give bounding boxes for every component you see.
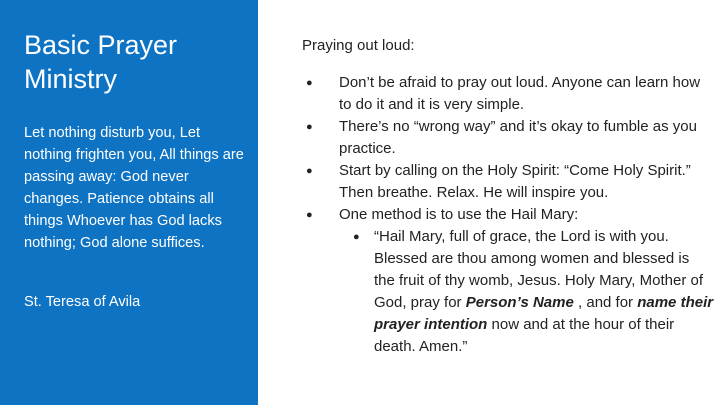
section-subheading: Praying out loud: bbox=[302, 37, 415, 54]
right-panel bbox=[258, 0, 720, 405]
list-item bbox=[306, 160, 714, 204]
list-item bbox=[306, 204, 714, 358]
prayer-text-part-3: now and at the hour of their death. Amen.” bbox=[374, 316, 675, 355]
sub-bullet-list bbox=[339, 226, 714, 358]
left-panel bbox=[0, 0, 258, 405]
quote-attribution: St. Teresa of Avila bbox=[24, 294, 141, 310]
bullet-icon: ● bbox=[306, 209, 313, 221]
bullet-icon: ● bbox=[306, 121, 313, 133]
person-name-placeholder: Person’s Name bbox=[465, 294, 574, 311]
prayer-intention-placeholder: name their prayer intention bbox=[374, 294, 714, 333]
prayer-text-part-2: , and for bbox=[573, 294, 638, 311]
prayer-text-part-1: “Hail Mary, full of grace, the Lord is with you. Blessed are thou among women and blessed is the fruit of thy womb, Jesus. Holy Mary, Mother of God, pray for bbox=[374, 228, 704, 311]
bullet-icon: ● bbox=[353, 231, 360, 243]
bullet-icon: ● bbox=[306, 165, 313, 177]
bullet-text: Start by calling on the Holy Spirit: “Come Holy Spirit.” Then breathe. Relax. He will inspire you. bbox=[339, 162, 691, 201]
teresa-quote: Let nothing disturb you, Let nothing frighten you, All things are passing away: God never changes. Patience obtains all things Whoever has God lacks nothing; God alone suffices. bbox=[24, 125, 244, 251]
hail-mary-prayer bbox=[339, 226, 714, 358]
bullet-text: Don’t be afraid to pray out loud. Anyone can learn how to do it and it is very simple. bbox=[339, 74, 701, 113]
bullet-list bbox=[306, 72, 714, 358]
bullet-icon: ● bbox=[306, 77, 313, 89]
title-line-1: Basic Prayer bbox=[24, 30, 178, 60]
title-line-2: Ministry bbox=[24, 64, 117, 94]
list-item bbox=[306, 116, 714, 160]
list-item bbox=[306, 72, 714, 116]
slide-title bbox=[24, 28, 244, 96]
bullet-text: One method is to use the Hail Mary: bbox=[339, 206, 579, 223]
bullet-text: There’s no “wrong way” and it’s okay to fumble as you practice. bbox=[339, 118, 697, 157]
